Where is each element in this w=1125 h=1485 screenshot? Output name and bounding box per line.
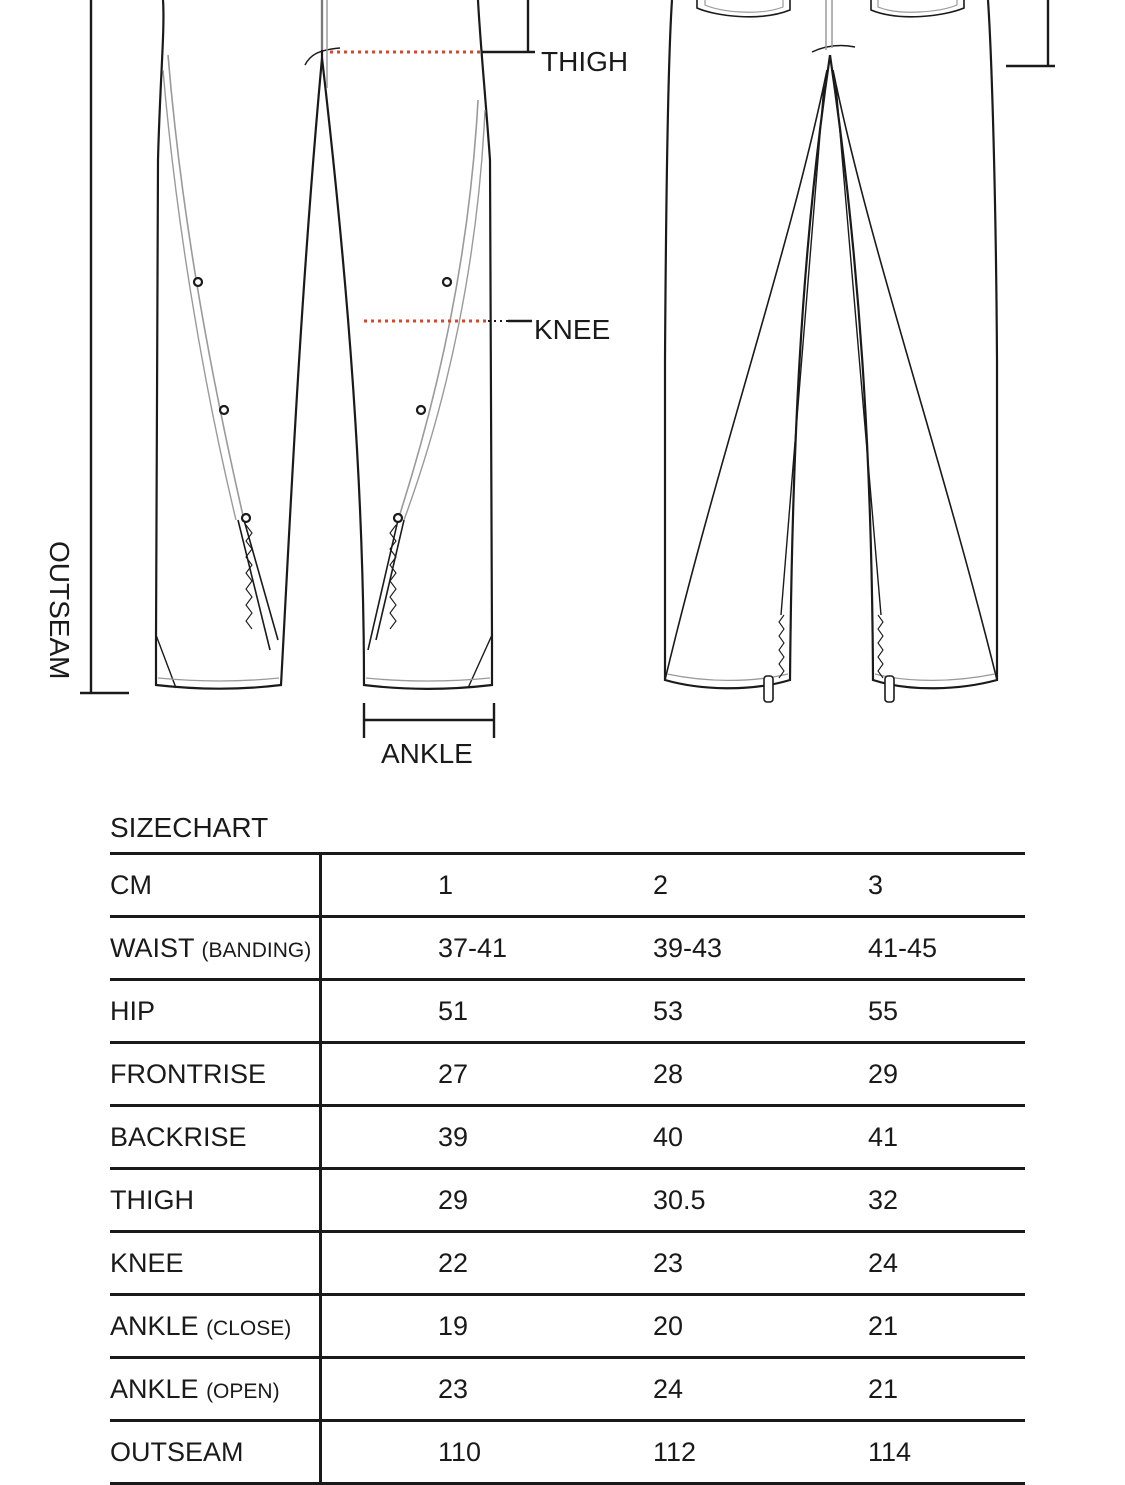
- size-3-value: 24: [868, 1232, 1025, 1295]
- size-header-2: 2: [653, 854, 868, 917]
- size-2-value: 40: [653, 1106, 868, 1169]
- size-2-value: 112: [653, 1421, 868, 1484]
- table-row: [110, 1358, 1025, 1421]
- size-1-value: 39: [321, 1106, 654, 1169]
- table-row: [110, 1421, 1025, 1484]
- measure-name: ANKLE: [110, 1373, 199, 1404]
- table-row: [110, 1169, 1025, 1232]
- measure-label: [110, 1043, 321, 1106]
- measure-label: [110, 917, 321, 980]
- size-3-value: 41: [868, 1106, 1025, 1169]
- measure-note: (BANDING): [201, 938, 312, 962]
- table-row: [110, 1106, 1025, 1169]
- measure-name: ANKLE: [110, 1310, 199, 1341]
- size-1-value: 51: [321, 980, 654, 1043]
- measure-note: (CLOSE): [206, 1316, 292, 1340]
- size-header-1: 1: [321, 854, 654, 917]
- size-1-value: 110: [321, 1421, 654, 1484]
- front-view: [156, 0, 492, 689]
- measure-label: [110, 1421, 321, 1484]
- size-3-value: 21: [868, 1358, 1025, 1421]
- size-3-value: 55: [868, 980, 1025, 1043]
- table-row: [110, 980, 1025, 1043]
- measure-name: THIGH: [110, 1184, 194, 1215]
- measure-name: WAIST: [110, 932, 195, 963]
- size-2-value: 23: [653, 1232, 868, 1295]
- front-left-leg: [156, 0, 322, 689]
- measure-name: KNEE: [110, 1247, 184, 1278]
- size-chart-title: SIZECHART: [110, 812, 269, 843]
- measure-name: FRONTRISE: [110, 1058, 267, 1089]
- size-1-value: 22: [321, 1232, 654, 1295]
- size-header-3: 3: [868, 854, 1025, 917]
- size-3-value: 29: [868, 1043, 1025, 1106]
- outseam-measure: [44, 0, 129, 693]
- size-2-value: 39-43: [653, 917, 868, 980]
- measure-label: [110, 1106, 321, 1169]
- size-3-value: 41-45: [868, 917, 1025, 980]
- knee-measure: [364, 314, 610, 345]
- size-1-value: 29: [321, 1169, 654, 1232]
- table-row: [110, 1043, 1025, 1106]
- table-header-row: [110, 854, 1025, 917]
- table-row: [110, 1232, 1025, 1295]
- measure-label: [110, 1232, 321, 1295]
- unit-header: CM: [110, 854, 321, 917]
- thigh-label: THIGH: [541, 46, 629, 77]
- size-2-value: 28: [653, 1043, 868, 1106]
- size-chart-table: [110, 852, 1025, 1485]
- knee-label: KNEE: [534, 314, 611, 345]
- back-view: [665, 0, 1055, 702]
- size-3-value: 32: [868, 1169, 1025, 1232]
- measure-label: [110, 980, 321, 1043]
- size-1-value: 37-41: [321, 917, 654, 980]
- size-2-value: 20: [653, 1295, 868, 1358]
- measure-label: [110, 1358, 321, 1421]
- back-left-leg: [665, 0, 830, 688]
- measure-name: BACKRISE: [110, 1121, 247, 1152]
- size-1-value: 19: [321, 1295, 654, 1358]
- size-1-value: 27: [321, 1043, 654, 1106]
- measure-note: (OPEN): [206, 1379, 280, 1403]
- size-1-value: 23: [321, 1358, 654, 1421]
- size-3-value: 114: [868, 1421, 1025, 1484]
- size-2-value: 30.5: [653, 1169, 868, 1232]
- size-3-value: 21: [868, 1295, 1025, 1358]
- measure-label: [110, 1169, 321, 1232]
- outseam-label: OUTSEAM: [44, 541, 75, 680]
- table-row: [110, 917, 1025, 980]
- table-row: [110, 1295, 1025, 1358]
- ankle-label: ANKLE: [381, 738, 473, 769]
- front-right-leg: [322, 0, 492, 689]
- measure-name: HIP: [110, 995, 156, 1026]
- measure-name: OUTSEAM: [110, 1436, 244, 1467]
- ankle-measure: [364, 703, 494, 769]
- size-2-value: 53: [653, 980, 868, 1043]
- measure-label: [110, 1295, 321, 1358]
- size-2-value: 24: [653, 1358, 868, 1421]
